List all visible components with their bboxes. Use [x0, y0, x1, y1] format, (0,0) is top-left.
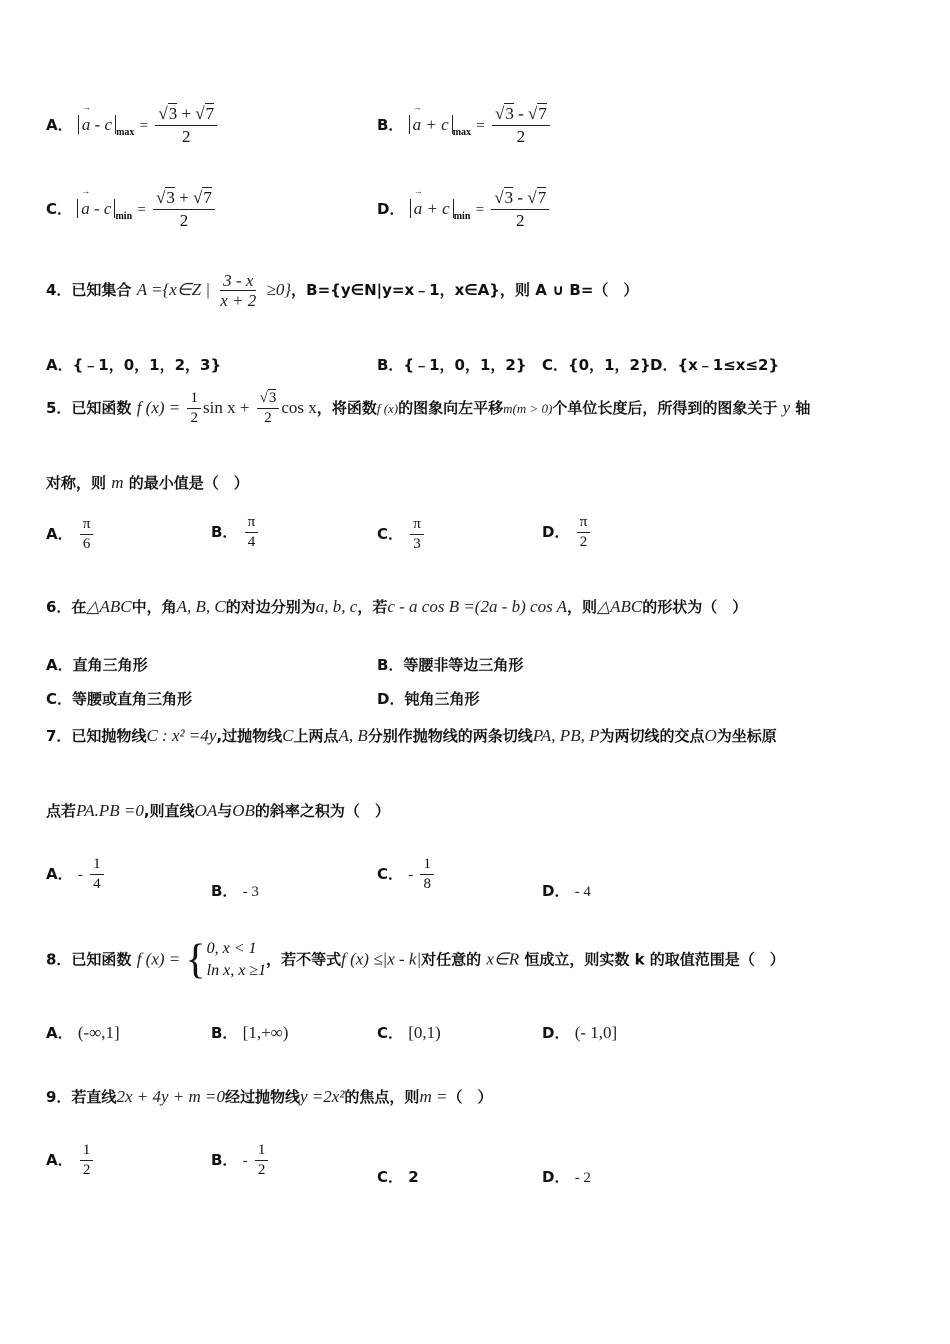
q9-option-c[interactable]: C． 2	[377, 1168, 419, 1186]
q3-b-lhs: → a + c	[409, 115, 453, 134]
q5-stem-line2: 对称，则 m 的最小值是（ ）	[46, 473, 249, 492]
q3-d-fraction: $\frac{√3 - √7}{2}$	[491, 188, 549, 231]
q7-stem: 7．已知抛物线C : x² =4y,过抛物线C上两点A, B分别作抛物线的两条切线PA, PB, P为两切线的交点O为坐标原	[46, 726, 777, 745]
q6-option-d[interactable]: D．钝角三角形	[377, 690, 480, 708]
q7-option-b[interactable]: B． - 3	[211, 882, 259, 900]
q8-option-c[interactable]: C． [0,1)	[377, 1023, 441, 1042]
q5-option-a[interactable]: A． $\frac{\pi}{6}$	[46, 516, 95, 553]
q4-stem: 4．已知集合 A ={x∈Z | $\frac{3 - x}{x + 2}$ ≥0}，B={y∈N|y=x﹣1，x∈A}，则 A ∪ B=（ ）	[46, 271, 639, 310]
q8-option-d[interactable]: D． (- 1,0]	[542, 1023, 618, 1042]
q5-frac-half: $\frac{1}{2}$	[187, 390, 201, 427]
q8-stem: 8．已知函数 f (x) = { 0, x < 1 ln x, x ≥1 ，若不等式f (x) ≤|x - k|对任意的 x∈R 恒成立，则实数 k 的取值范围是（ ）	[46, 937, 785, 983]
q3-b-fraction: $\frac{√3 - √7}{2}$	[492, 104, 550, 147]
q6-option-a[interactable]: A．直角三角形	[46, 656, 148, 674]
q7-stem-line2: 点若PA.PB =0,则直线OA与OB的斜率之积为（ ）	[46, 801, 390, 820]
q9-option-b[interactable]: B． - $\frac{1}{2}$	[211, 1142, 270, 1179]
q8-option-b[interactable]: B． [1,+∞)	[211, 1023, 289, 1042]
q6-stem: 6．在△ABC中，角A, B, C的对边分别为a, b, c，若c - a cos B =(2a - b) cos A，则△ABC的形状为（ ）	[46, 597, 748, 616]
q3-a-fraction: $\frac{√3 + √7}{2}$	[155, 104, 217, 147]
q8-piecewise: { 0, x < 1 ln x, x ≥1	[185, 937, 267, 983]
q4-option-b[interactable]: B．{﹣1，0，1，2}	[377, 356, 527, 374]
q3-option-b[interactable]: B． → a + c $_{max}$ = $\frac{√3 - √7}{2}$	[377, 104, 552, 147]
q6-option-c[interactable]: C．等腰或直角三角形	[46, 690, 193, 708]
q3-option-d[interactable]: D． → a + c $_{min}$ = $\frac{√3 - √7}{2}$	[377, 188, 551, 231]
q5-option-c[interactable]: C． $\frac{\pi}{3}$	[377, 516, 426, 553]
q3-c-fraction: $\frac{√3 + √7}{2}$	[153, 188, 215, 231]
q3-option-c[interactable]: C． → a - c $_{min}$ = $\frac{√3 + √7}{2}$	[46, 188, 217, 231]
q3-a-lhs: → a - c	[78, 115, 116, 134]
q4-option-c[interactable]: C．{0，1，2}	[542, 356, 651, 374]
q4-option-d[interactable]: D．{x﹣1≤x≤2}	[650, 356, 780, 374]
q8-option-a[interactable]: A． (-∞,1]	[46, 1023, 120, 1042]
q7-option-c[interactable]: C． - $\frac{1}{8}$	[377, 856, 436, 893]
q9-option-d[interactable]: D． - 2	[542, 1168, 591, 1186]
q5-frac-sqrt3: $\frac{√3}{2}$	[257, 390, 280, 427]
q5-option-b[interactable]: B． $\frac{\pi}{4}$	[211, 514, 260, 551]
q7-option-a[interactable]: A． - $\frac{1}{4}$	[46, 856, 106, 893]
q5-stem: 5．已知函数 f (x) = $\frac{1}{2}$ sin x + $\frac{√3}{2}$ cos x，将函数f (x)的图象向左平移m(m > 0)个单位长度后，所得到的图象关于 y 轴	[46, 390, 811, 426]
q3-c-lhs: → a - c	[77, 199, 115, 218]
q5-option-d[interactable]: D． $\frac{\pi}{2}$	[542, 514, 592, 551]
q4-option-a[interactable]: A．{﹣1，0，1，2，3}	[46, 356, 222, 374]
q3-d-lhs: → a + c	[410, 199, 454, 218]
q6-option-b[interactable]: B．等腰非等边三角形	[377, 656, 524, 674]
q9-stem: 9．若直线2x + 4y + m =0经过抛物线y =2x²的焦点，则m =（ ）	[46, 1087, 493, 1106]
q9-option-a[interactable]: A． $\frac{1}{2}$	[46, 1142, 95, 1179]
q7-option-d[interactable]: D． - 4	[542, 882, 591, 900]
q4-set-fraction: $\frac{3 - x}{x + 2}$	[220, 271, 257, 310]
q3-option-a[interactable]: A． → a - c $_{max}$ = $\frac{√3 + √7}{2}$	[46, 104, 219, 147]
